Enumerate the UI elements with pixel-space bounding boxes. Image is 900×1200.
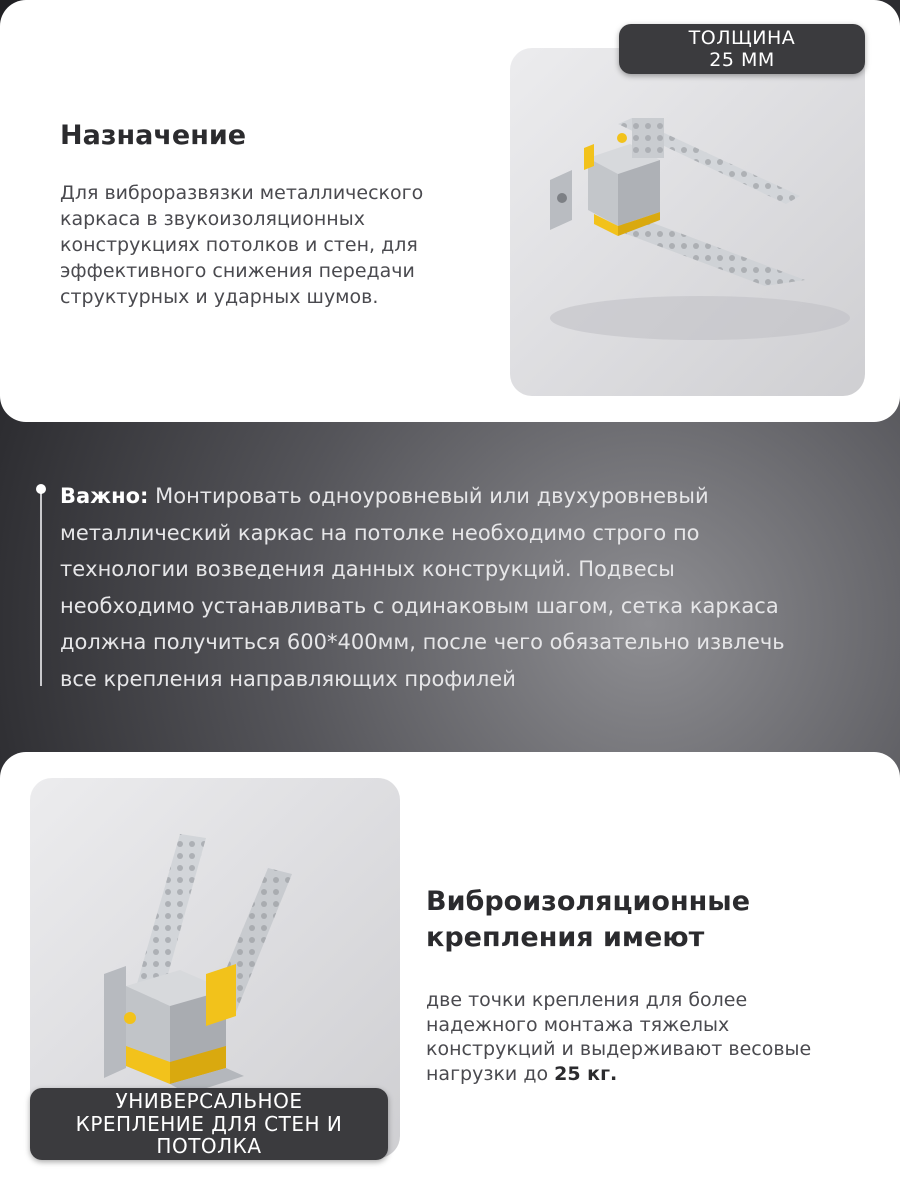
purpose-line: структурных и ударных шумов.	[60, 286, 379, 308]
features-card	[0, 752, 900, 1200]
purpose-line: Для виброразвязки металлического	[60, 182, 424, 204]
purpose-line: конструкциях потолков и стен, для	[60, 234, 418, 256]
important-line: все крепления направляющих профилей	[60, 666, 516, 691]
features-line: нагрузки до	[426, 1062, 555, 1085]
purpose-line: эффективного снижения передачи	[60, 260, 415, 282]
important-line: металлический каркас на потолке необходимо строго по	[60, 520, 700, 545]
features-title-line: Виброизоляционные	[426, 886, 751, 917]
universal-badge-line: УНИВЕРСАЛЬНОЕ	[115, 1089, 303, 1113]
features-line: надежного монтажа тяжелых	[426, 1013, 730, 1036]
features-title	[426, 884, 750, 956]
load-capacity: 25 кг.	[554, 1062, 618, 1085]
features-title-line: крепления имеют	[426, 922, 705, 953]
purpose-card	[0, 0, 900, 422]
universal-badge-line: ПОТОЛКА	[156, 1134, 262, 1158]
important-line: технологии возведения данных конструкций. Подвесы	[60, 557, 675, 581]
universal-badge-line: КРЕПЛЕНИЕ ДЛЯ СТЕН И	[75, 1111, 343, 1136]
note-accent-line	[40, 490, 42, 686]
universal-badge	[30, 1088, 388, 1160]
important-line: должна получиться 600*400мм, после чего обязательно извлечь	[60, 630, 785, 654]
purpose-title: Назначение	[60, 120, 247, 151]
purpose-line: каркаса в звукоизоляционных	[60, 208, 365, 230]
thickness-badge	[619, 24, 865, 74]
important-line: Монтировать одноуровневый или двухуровневый	[148, 484, 709, 508]
features-line: конструкций и выдерживают весовые	[426, 1038, 812, 1060]
features-description	[426, 988, 811, 1086]
note-accent-dot	[36, 484, 46, 494]
features-line: две точки крепления для более	[426, 989, 748, 1011]
thickness-badge-line: 25 ММ	[709, 49, 775, 71]
purpose-description	[60, 180, 423, 310]
important-label: Важно:	[60, 484, 149, 508]
hanger-photo	[510, 48, 865, 396]
important-line: необходимо устанавливать с одинаковым шагом, сетка каркаса	[60, 593, 779, 618]
vibration-hanger-photo	[510, 48, 865, 396]
important-note	[60, 478, 880, 697]
thickness-badge-line: ТОЛЩИНА	[688, 27, 796, 49]
